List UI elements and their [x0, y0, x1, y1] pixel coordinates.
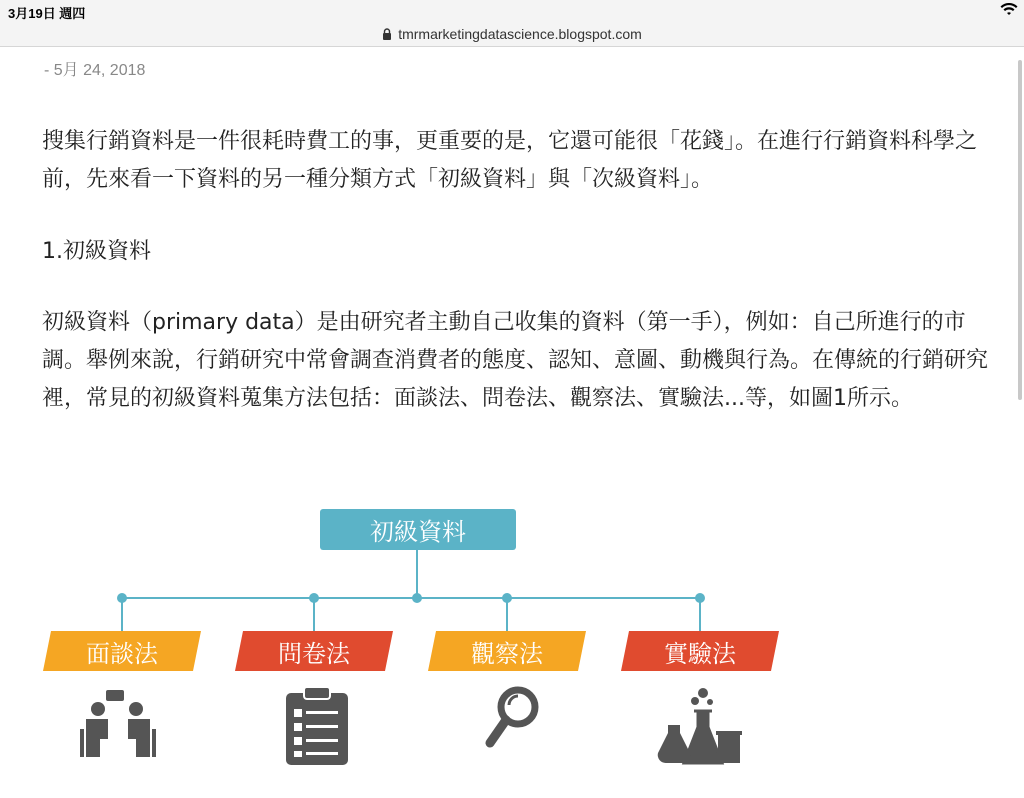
lab-flask-icon: [656, 685, 746, 767]
method-label: 問卷法: [278, 639, 350, 668]
status-bar: [0, 0, 1024, 22]
method-tag-interview: [43, 631, 201, 671]
magnifier-icon: [482, 685, 542, 755]
method-label: 觀察法: [471, 639, 543, 668]
clipboard-icon: [284, 685, 350, 767]
method-label: 面談法: [86, 639, 158, 668]
primary-data-diagram: [0, 500, 1024, 798]
status-time: 3月19日 週四: [8, 6, 86, 21]
url-bar[interactable]: [0, 22, 1024, 47]
intro-paragraph: 搜集行銷資料是一件很耗時費工的事，更重要的是，它還可能很「花錢」。在進行行銷資料科學之前，先來看一下資料的另一種分類方式「初級資料」與「次級資料」。: [42, 129, 978, 192]
wifi-icon: [1000, 3, 1018, 17]
method-label: 實驗法: [664, 639, 736, 668]
method-tag-questionnaire: [235, 631, 393, 671]
diagram-root: 初級資料: [320, 509, 516, 550]
primary-data-paragraph: 初級資料（primary data）是由研究者主動自己收集的資料（第一手），例如：自己所進行的市調。舉例來說，行銷研究中常會調查消費者的態度、認知、意圖、動機與行為。在傳統的行銷研究裡，常見的初級資料蒐集方法包括：面談法、問卷法、觀察法、實驗法...等，如圖1所示。: [42, 310, 989, 411]
method-tag-experiment: [621, 631, 779, 671]
url-text[interactable]: tmrmarketingdatascience.blogspot.com: [398, 26, 642, 42]
post-date: - 5月 24, 2018: [44, 62, 146, 79]
interview-icon: [78, 685, 158, 765]
scrollbar[interactable]: [1018, 60, 1022, 400]
lock-icon: [382, 28, 392, 40]
section-heading: 1.初級資料: [42, 239, 151, 264]
method-tag-observation: [428, 631, 586, 671]
